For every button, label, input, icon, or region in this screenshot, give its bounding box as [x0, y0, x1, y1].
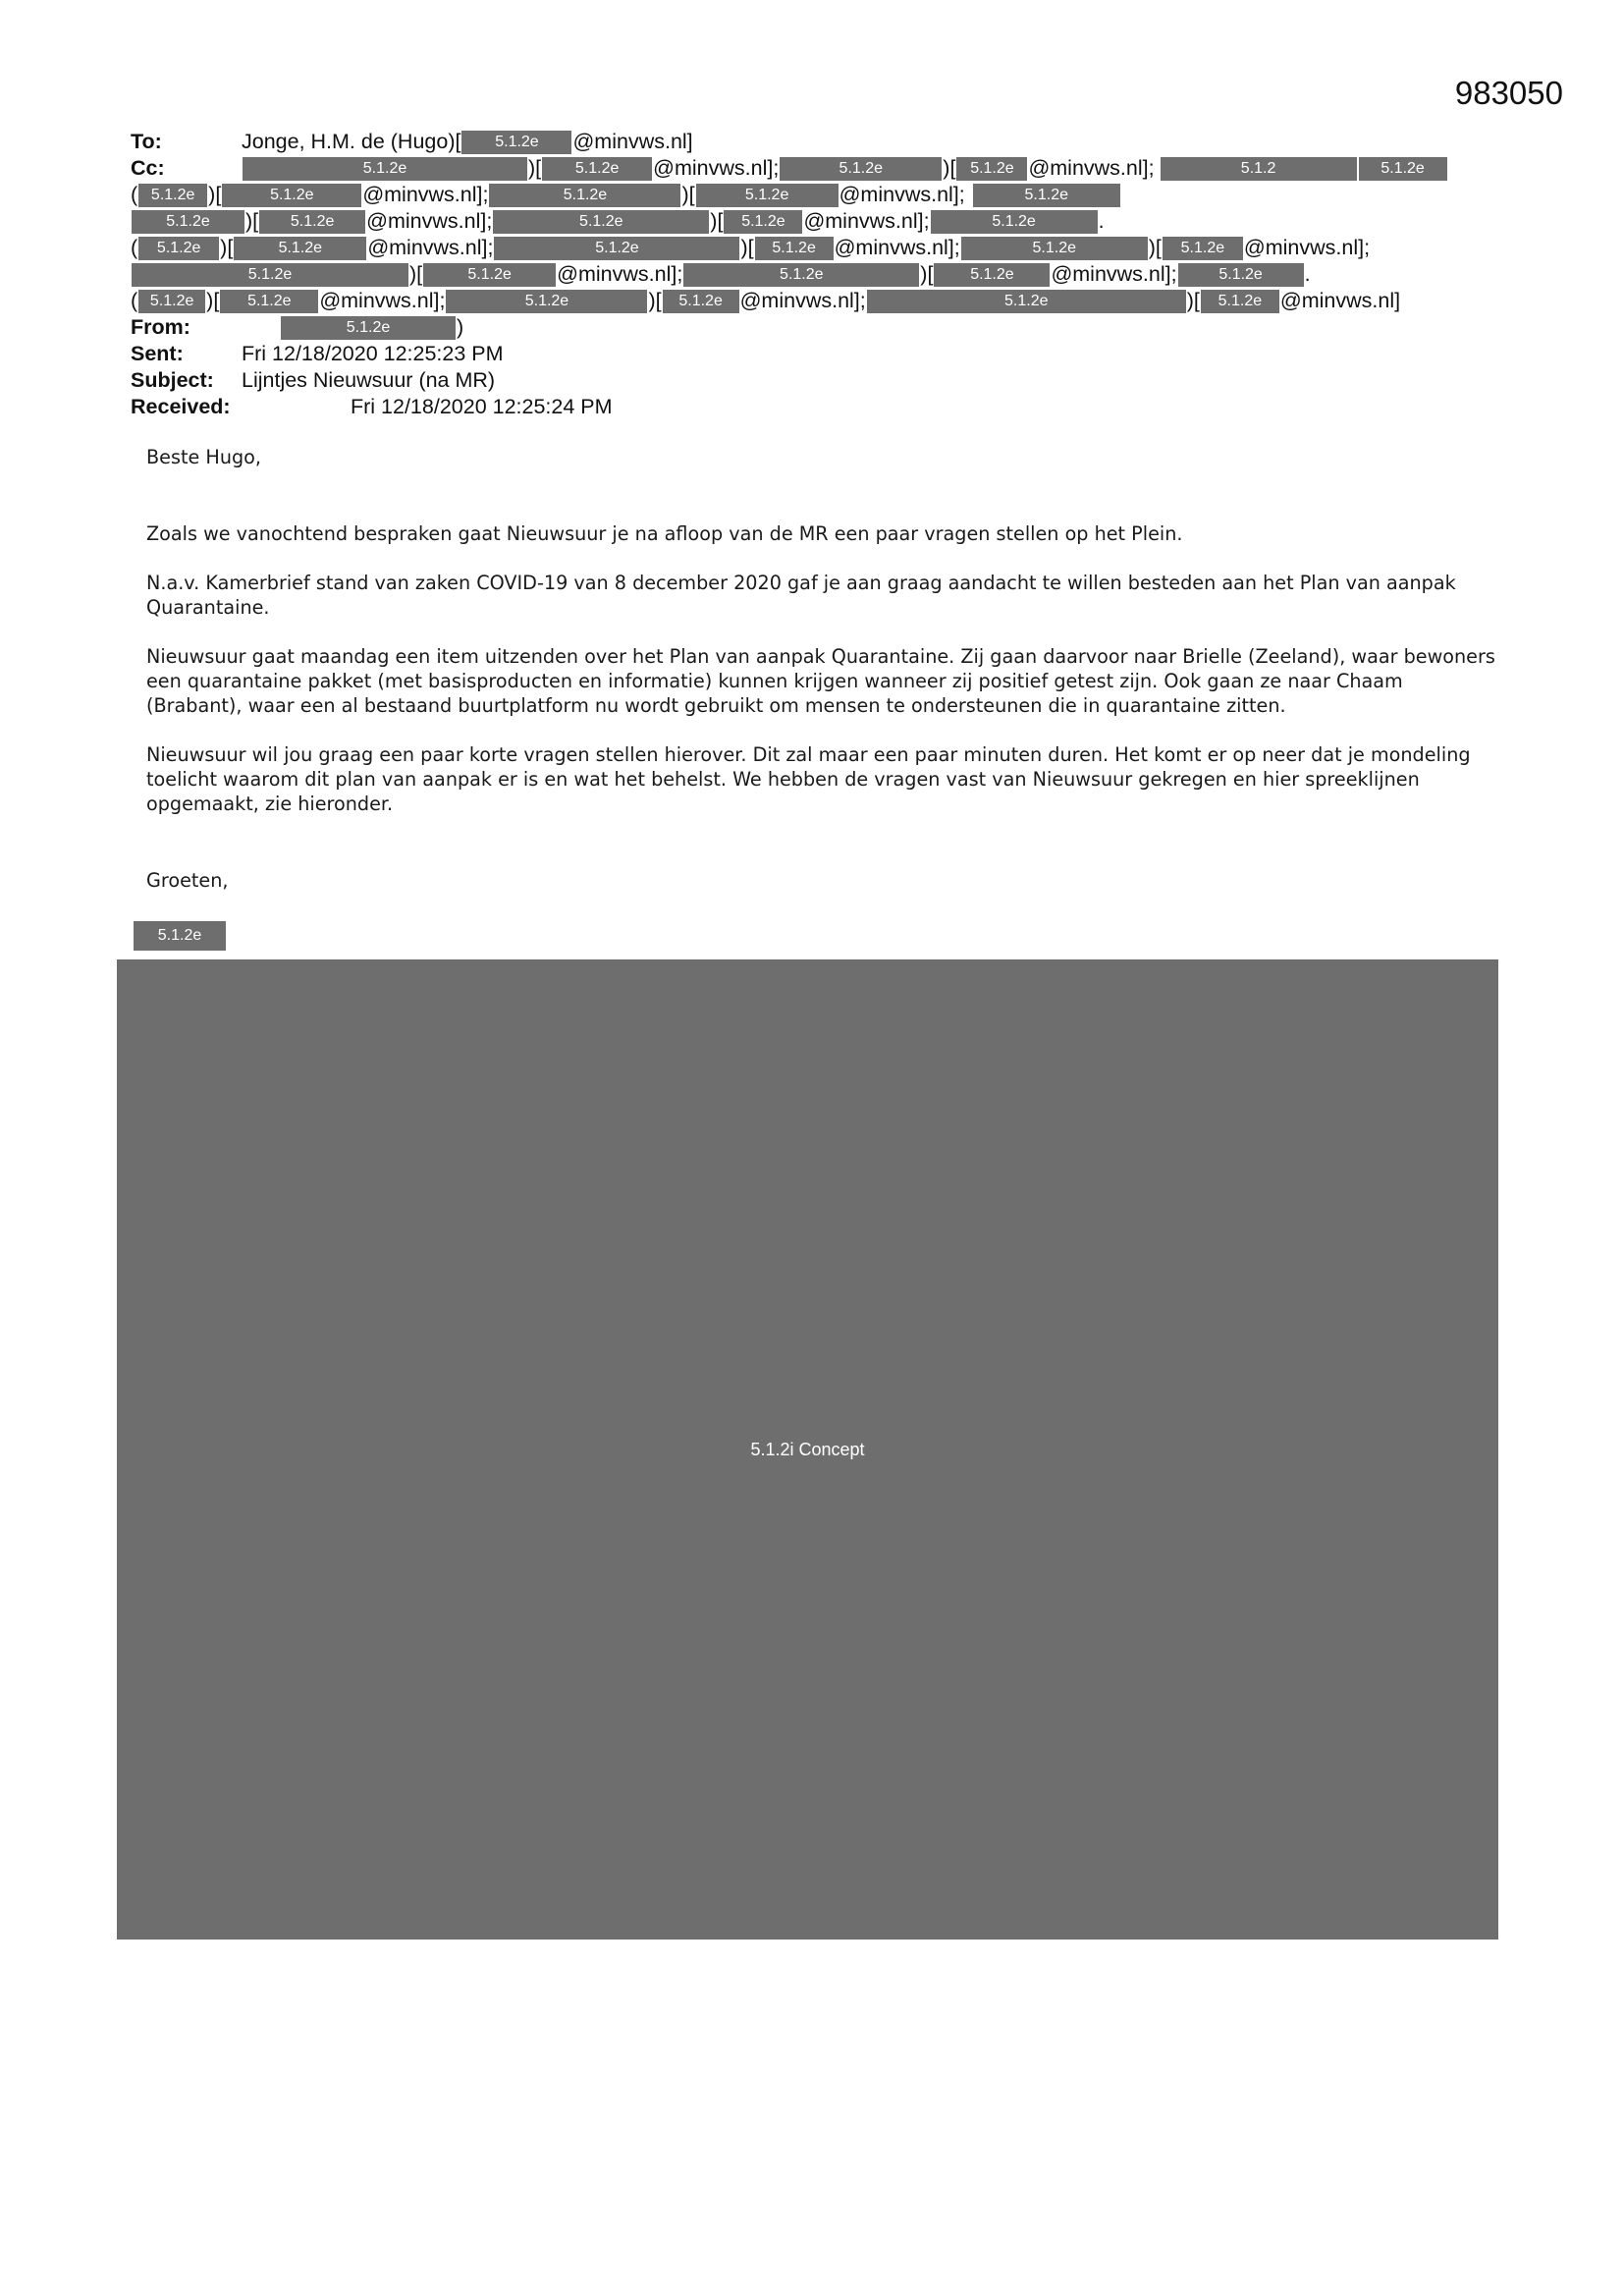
- to-line: [131, 129, 1505, 155]
- email-domain: @minvws.nl];: [834, 236, 960, 259]
- redaction-box: 5.1.2e: [220, 290, 318, 313]
- separator: )[: [1186, 289, 1200, 312]
- redaction-box: 5.1.2e: [755, 237, 834, 260]
- email-domain: @minvws.nl];: [803, 209, 930, 233]
- separator: )[: [1148, 236, 1162, 259]
- body-paragraph: N.a.v. Kamerbrief stand van zaken COVID-19 van 8 december 2020 gaf je aan graag aandacht te willen besteden aan het Plan van aanpak Quarantaine.: [146, 572, 1456, 619]
- cc-line: [131, 182, 1505, 208]
- to-label: To:: [131, 130, 162, 153]
- redaction-box: 5.1.2e: [663, 290, 739, 313]
- paren: (: [131, 236, 138, 259]
- separator: )[: [409, 262, 423, 286]
- concept-redaction-block: 5.1.2i Concept: [117, 959, 1498, 1940]
- paren: (: [131, 183, 138, 206]
- redaction-box: 5.1.2e: [542, 157, 652, 181]
- redaction-box: 5.1.2e: [132, 210, 244, 234]
- email-domain: @minvws.nl]: [572, 130, 693, 153]
- redaction-box: 5.1.2e: [973, 184, 1120, 207]
- separator: )[: [245, 209, 259, 233]
- redaction-box: 5.1.2e: [1163, 237, 1243, 260]
- sent-line: [131, 341, 1505, 367]
- redaction-box: 5.1.2e: [259, 210, 365, 234]
- redaction-box: 5.1.2e: [494, 237, 739, 260]
- signature-redaction: 5.1.2e: [134, 921, 226, 951]
- email-domain: @minvws.nl];: [1051, 262, 1177, 286]
- email-header: [131, 129, 1505, 420]
- email-domain: @minvws.nl];: [319, 289, 446, 312]
- redaction-box: 5.1.2e: [1359, 157, 1447, 181]
- redaction-box: 5.1.2e: [724, 210, 802, 234]
- subject-value: Lijntjes Nieuwsuur (na MR): [242, 368, 496, 392]
- redaction-box: 5.1.2e: [138, 184, 207, 207]
- period: .: [1098, 209, 1105, 233]
- redaction-box: 5.1.2e: [243, 157, 527, 181]
- redaction-box: 5.1.2e: [489, 184, 680, 207]
- redaction-box: 5.1.2: [1161, 157, 1357, 181]
- separator: )[: [208, 183, 222, 206]
- received-line: [131, 394, 1505, 420]
- received-value: Fri 12/18/2020 12:25:24 PM: [351, 395, 613, 418]
- redaction-box: 5.1.2e: [493, 210, 709, 234]
- email-body: [146, 445, 1501, 893]
- email-domain: @minvws.nl];: [839, 183, 965, 206]
- from-label: From:: [131, 315, 190, 339]
- separator: )[: [943, 156, 956, 180]
- email-domain: @minvws.nl];: [367, 236, 494, 259]
- redaction-box: 5.1.2e: [780, 157, 942, 181]
- redaction-box: 5.1.2e: [281, 316, 456, 340]
- paren: (: [131, 289, 138, 312]
- cc-line: [131, 155, 1505, 182]
- redaction-box: 5.1.2e: [1178, 263, 1304, 287]
- email-domain: @minvws.nl];: [557, 262, 683, 286]
- redaction-box: 5.1.2e: [683, 263, 919, 287]
- cc-label: Cc:: [131, 156, 165, 180]
- separator: )[: [740, 236, 754, 259]
- email-domain: @minvws.nl]: [1279, 289, 1401, 312]
- redaction-box: 5.1.2e: [234, 237, 366, 260]
- separator: )[: [681, 183, 695, 206]
- from-line: [131, 314, 1505, 341]
- email-domain: @minvws.nl];: [739, 289, 866, 312]
- period: .: [1304, 262, 1311, 286]
- received-label: Received:: [131, 395, 231, 418]
- separator: )[: [206, 289, 220, 312]
- redaction-box: 5.1.2e: [132, 263, 408, 287]
- redaction-box: 5.1.2e: [931, 210, 1098, 234]
- redaction-box: 5.1.2e: [696, 184, 839, 207]
- separator: )[: [920, 262, 934, 286]
- paren: ): [457, 315, 464, 339]
- sent-value: Fri 12/18/2020 12:25:23 PM: [242, 342, 504, 365]
- redaction-box: 5.1.2e: [961, 237, 1148, 260]
- redaction-box: 5.1.2e: [222, 184, 361, 207]
- redaction-box: 5.1.2e: [934, 263, 1050, 287]
- sent-label: Sent:: [131, 342, 184, 365]
- closing: Groeten,: [146, 869, 229, 892]
- redaction-box: 5.1.2e: [423, 263, 556, 287]
- redaction-box: 5.1.2e: [956, 157, 1027, 181]
- greeting: Beste Hugo,: [146, 446, 261, 468]
- body-paragraph: Nieuwsuur wil jou graag een paar korte vragen stellen hierover. Dit zal maar een paar minuten duren. Het komt er op neer dat je mondeling toelicht waarom dit plan van aanpak er is en wat het behelst. We hebben de vragen vast van Nieuwsuur gekregen en hier spreeklijnen opgemaakt, zie hieronder.: [146, 743, 1471, 815]
- separator: )[: [648, 289, 662, 312]
- to-name: Jonge, H.M. de (Hugo)[: [242, 130, 461, 153]
- email-domain: @minvws.nl];: [653, 156, 780, 180]
- email-domain: @minvws.nl];: [1243, 236, 1371, 259]
- cc-line: [131, 288, 1505, 314]
- email-domain: @minvws.nl];: [362, 183, 489, 206]
- redaction-box: 5.1.2e: [867, 290, 1186, 313]
- redaction-box: 5.1.2e: [1201, 290, 1279, 313]
- body-paragraph: Zoals we vanochtend bespraken gaat Nieuwsuur je na afloop van de MR een paar vragen stellen op het Plein.: [146, 522, 1183, 545]
- redaction-box: 5.1.2e: [446, 290, 647, 313]
- subject-line: [131, 367, 1505, 394]
- separator: )[: [528, 156, 542, 180]
- cc-line: [131, 261, 1505, 288]
- cc-line: [131, 208, 1505, 235]
- separator: )[: [710, 209, 724, 233]
- document-number: 983050: [1454, 75, 1563, 111]
- redaction-box: 5.1.2e: [138, 237, 219, 260]
- cc-line: [131, 235, 1505, 261]
- email-domain: @minvws.nl];: [366, 209, 493, 233]
- separator: )[: [220, 236, 234, 259]
- body-paragraph: Nieuwsuur gaat maandag een item uitzenden over het Plan van aanpak Quarantaine. Zij gaan daarvoor naar Brielle (Zeeland), waar bewoners een quarantaine pakket (met basisproducten en informatie) kunnen krijgen wanneer zij positief getest zijn. Ook gaan ze naar Chaam (Brabant), waar een al bestaand buurtplatform nu wordt gebruikt om mensen te ondersteunen die in quarantaine zitten.: [146, 645, 1495, 717]
- redaction-box: 5.1.2e: [461, 131, 571, 154]
- redaction-box: 5.1.2e: [138, 290, 205, 313]
- email-domain: @minvws.nl];: [1028, 156, 1155, 180]
- subject-label: Subject:: [131, 368, 214, 392]
